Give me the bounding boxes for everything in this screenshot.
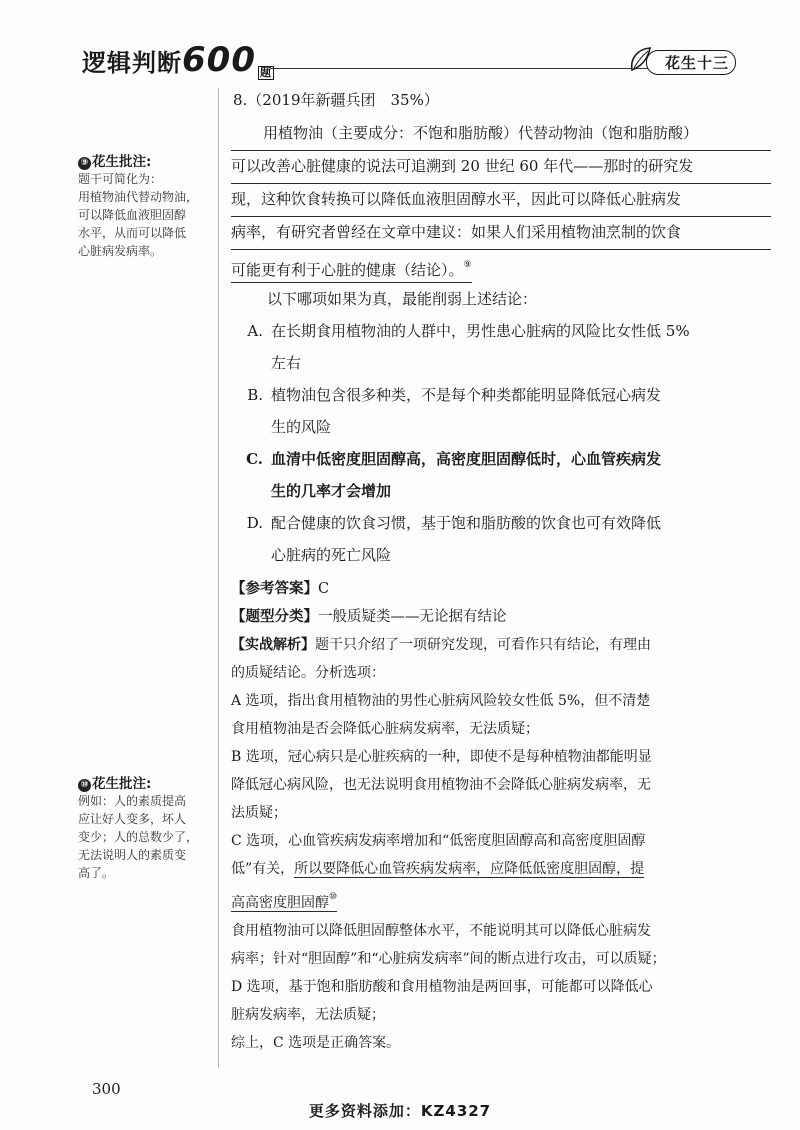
option-letter: B.: [247, 386, 263, 404]
side-note-9: [78, 150, 214, 260]
reference-answer: 【参考答案】C: [231, 581, 330, 597]
option-c-analysis-3: 高高密度胆固醇⑩: [231, 892, 338, 911]
main-content: [231, 86, 771, 1057]
question-heading: 8.（2019年新疆兵团 35%）: [233, 91, 439, 109]
header-rule: [270, 68, 650, 69]
option-a: A. 在长期食用植物油的人群中，男性患心脏病的风险比女性低 5% 左右: [231, 315, 771, 379]
stem-line: 现，这种饮食转换可以降低血液胆固醇水平，因此可以降低心脏病发: [231, 184, 771, 217]
book-title: [82, 40, 274, 80]
side-note-title: ⑩ 花生批注:: [78, 772, 214, 792]
option-c: C. 血清中低密度胆固醇高，高密度胆固醇低时，心血管疾病发 生的几率才会增加: [231, 443, 771, 507]
stem-line: 病率，有研究者曾经在文章中建议：如果人们采用植物油烹制的饮食: [231, 217, 771, 250]
side-note-body: 例如：人的素质提高 应让好人变多，坏人 变少；人的总数少了， 无法说明人的素质变 高了。: [78, 794, 199, 880]
stem-line: 用植物油（主要成分：不饱和脂肪酸）代替动物油（饱和脂肪酸）: [231, 118, 771, 151]
side-note-title: ⑨ 花生批注:: [78, 150, 214, 170]
book-title-number: 600: [182, 40, 256, 80]
page-number: 300: [92, 1080, 121, 1098]
stem-line: 可以改善心脏健康的说法可追溯到 20 世纪 60 年代——那时的研究发: [231, 151, 771, 184]
option-letter: C.: [246, 450, 263, 468]
note-marker: ⑨: [78, 157, 91, 170]
side-note-body: 题干可简化为： 用植物油代替动物油， 可以降低血液胆固醇 水平，从而可以降低 心脏病发病率。: [78, 172, 199, 258]
brand-name: 花生十三: [646, 50, 736, 75]
question-stem: [231, 118, 771, 283]
option-d: D. 配合健康的饮食习惯，基于饱和脂肪酸的饮食也可有效降低 心脏病的死亡风险: [231, 507, 771, 571]
option-c-analysis-1: C 选项，心血管疾病发病率增加和“低密度胆固醇高和高密度胆固醇: [231, 833, 646, 849]
book-title-suffix: 题: [259, 66, 272, 79]
annotation-marker: ⑩: [329, 892, 338, 902]
brand-logo: [628, 46, 758, 72]
option-c-analysis-2: 低”有关，所以要降低心血管疾病发病率，应降低低密度胆固醇，提: [231, 861, 645, 877]
annotation-marker: ⑨: [463, 260, 472, 270]
question-type: 【题型分类】一般质疑类——无论据有结论: [231, 609, 507, 625]
margin-divider: [218, 88, 219, 1068]
analysis: 【实战解析】题干只介绍了一项研究发现，可看作只有结论，有理由 的质疑结论。分析选项： A 选项，指出食用植物油的男性心脏病风险较女性低 5%，但不清楚 食用植物油是否会降低心脏病发病率，无法质疑； B 选项，冠心病只是心脏疾病的一种，即使不是每种植物油都能明显 降低冠心病风险，也无法说明食用植物油不会降低心脏病发病率，无 法质疑； C 选项，心血管疾病发病率增加和“低密度胆固醇高和高密度胆固醇 低”有关，所以要降低心血管疾病发病率，应降低低密度胆固醇，提 高高密度胆固醇⑩ 食用植物油可以降低胆固醇整体水平，不能说明其可以降低心脏病发 病率；针对“胆固醇”和“心脏病发病率”间的断点进行攻击，可以质疑； D 选项，基于饱和脂肪酸和食用植物油是两回事，可能都可以降低心 脏病发病率，无法质疑； 综上，C 选项是正确答案。: [231, 631, 771, 1057]
stem-line: 可能更有利于心脏的健康（结论）。⑨: [231, 250, 472, 283]
option-letter: A.: [247, 322, 263, 340]
option-letter: D.: [246, 514, 263, 532]
note-marker: ⑩: [78, 779, 91, 792]
footer-note: 更多资料添加：KZ4327: [308, 1102, 492, 1120]
question-prompt: 以下哪项如果为真，最能削弱上述结论：: [267, 290, 538, 308]
book-title-text: 逻辑判断: [82, 49, 182, 77]
answer-section: [231, 575, 771, 1057]
option-b: B. 植物油包含很多种类，不是每个种类都能明显降低冠心病发 生的风险: [231, 379, 771, 443]
side-note-10: [78, 772, 214, 882]
